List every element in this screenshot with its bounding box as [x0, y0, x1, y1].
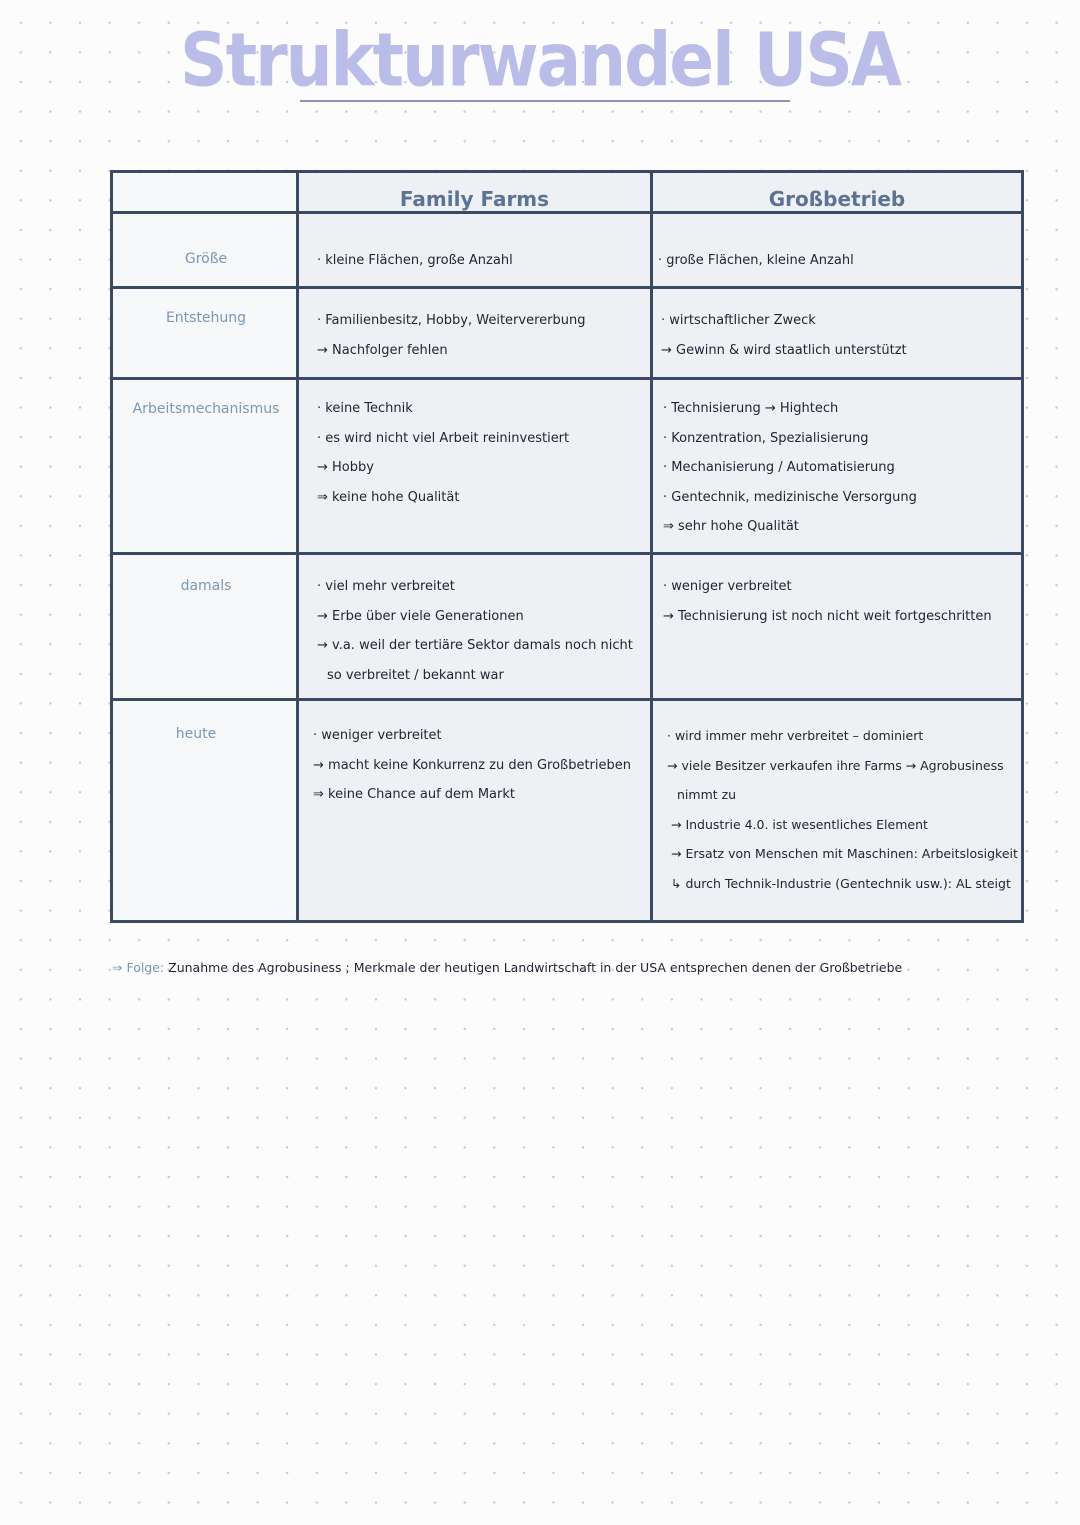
- cell-family-arbeitsmechanismus: [317, 394, 569, 512]
- cell-line: → Nachfolger fehlen: [317, 342, 448, 358]
- cell-line: → Gewinn & wird staatlich unterstützt: [661, 342, 907, 358]
- cell-gross-groesse: [658, 246, 854, 276]
- comparison-table: [110, 170, 1024, 923]
- cell-line: ↳ durch Technik-Industrie (Gentechnik usw.): AL steigt: [671, 875, 1011, 891]
- row-label-heute: heute: [175, 726, 217, 742]
- conclusion-note: [112, 960, 902, 975]
- cell-line: · Mechanisierung / Automatisierung: [663, 460, 895, 476]
- header-grossbetrieb: Großbetrieb: [768, 187, 906, 211]
- cell-line: → Hobby: [317, 460, 374, 476]
- cell-family-damals: [317, 572, 633, 690]
- cell-line: ⇒ keine hohe Qualität: [317, 489, 460, 505]
- cell-line: → viele Besitzer verkaufen ihre Farms → Agrobusiness: [667, 757, 1004, 773]
- cell-gross-entstehung: [661, 306, 907, 365]
- cell-line: nimmt zu: [677, 787, 737, 803]
- cell-gross-damals: [663, 572, 992, 631]
- row-divider: [113, 286, 1021, 289]
- header-family-farms: Family Farms: [399, 187, 550, 211]
- cell-line: · es wird nicht viel Arbeit reininvestiert: [317, 430, 570, 446]
- cell-gross-arbeitsmechanismus: [663, 394, 917, 542]
- cell-line: · viel mehr verbreitet: [317, 579, 455, 594]
- cell-line: · keine Technik: [317, 401, 413, 416]
- cell-line: ⇒ sehr hohe Qualität: [663, 519, 799, 535]
- cell-line: → Industrie 4.0. ist wesentliches Element: [671, 816, 928, 832]
- cell-line: · kleine Flächen, große Anzahl: [317, 253, 513, 268]
- row-label-groesse: Größe: [184, 251, 228, 267]
- cell-line: → Erbe über viele Generationen: [317, 608, 524, 624]
- cell-family-heute: [313, 721, 631, 810]
- row-label-arbeitsmechanismus: Arbeitsmechanismus: [132, 401, 280, 417]
- cell-line: · Familienbesitz, Hobby, Weitervererbung: [317, 313, 586, 328]
- row-divider: [113, 552, 1021, 555]
- conclusion-lead: ⇒ Folge:: [112, 960, 165, 975]
- cell-line: · weniger verbreitet: [663, 579, 792, 594]
- cell-line: · Konzentration, Spezialisierung: [663, 430, 869, 446]
- row-divider: [113, 211, 1021, 214]
- cell-line: · Technisierung → Hightech: [663, 401, 839, 416]
- cell-line: ⇒ keine Chance auf dem Markt: [313, 787, 515, 803]
- cell-line: · wirtschaftlicher Zweck: [661, 313, 816, 328]
- cell-gross-heute: [667, 721, 1018, 899]
- conclusion-text: Zunahme des Agrobusiness ; Merkmale der heutigen Landwirtschaft in der USA entsprechen denen der Großbetriebe: [168, 960, 903, 975]
- cell-line: → Technisierung ist noch nicht weit fortgeschritten: [663, 608, 992, 624]
- cell-line: · große Flächen, kleine Anzahl: [658, 253, 854, 268]
- row-label-damals: damals: [180, 578, 232, 594]
- cell-family-groesse: [317, 246, 513, 276]
- cell-line: → Ersatz von Menschen mit Maschinen: Arbeitslosigkeit: [671, 846, 1018, 862]
- title-underline: [300, 100, 790, 102]
- cell-line: → v.a. weil der tertiäre Sektor damals noch nicht: [317, 638, 633, 654]
- cell-line: → macht keine Konkurrenz zu den Großbetrieben: [313, 757, 632, 773]
- cell-line: · weniger verbreitet: [313, 728, 442, 743]
- cell-line: · wird immer mehr verbreitet – dominiert: [667, 728, 924, 743]
- row-divider: [113, 698, 1021, 701]
- cell-family-entstehung: [317, 306, 585, 365]
- cell-line: so verbreitet / bekannt war: [327, 667, 504, 683]
- row-label-entstehung: Entstehung: [165, 310, 247, 326]
- row-divider: [113, 377, 1021, 380]
- cell-line: · Gentechnik, medizinische Versorgung: [663, 489, 917, 505]
- page-title: Strukturwandel USA: [180, 17, 900, 104]
